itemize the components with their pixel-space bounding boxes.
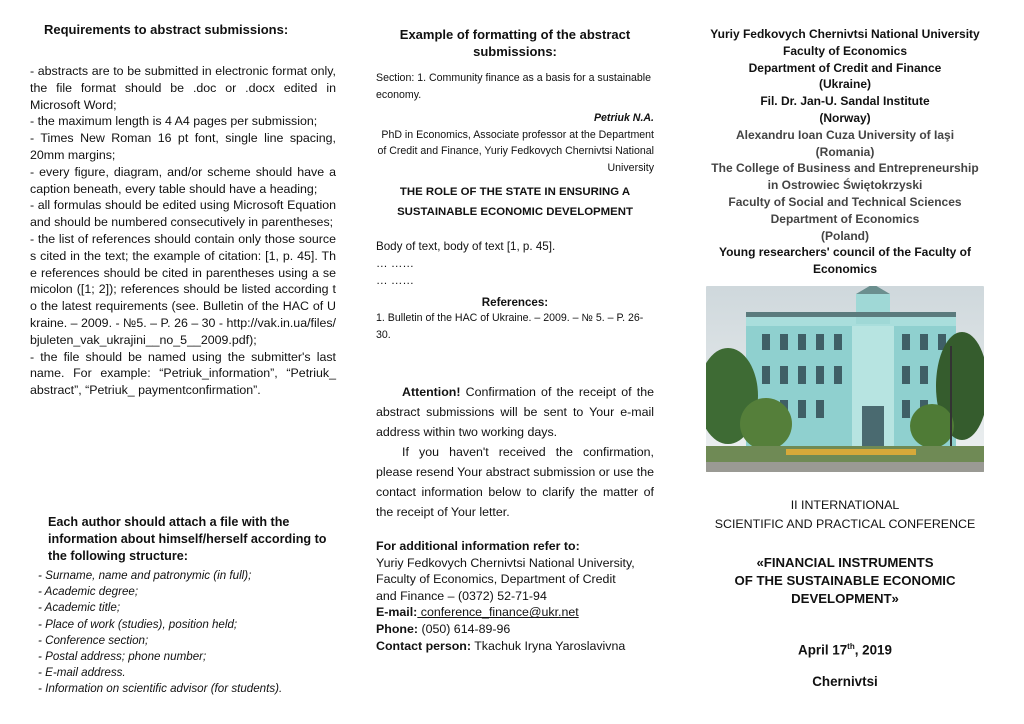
requirements-title: Requirements to abstract submissions:	[44, 22, 289, 37]
example-body	[376, 238, 654, 289]
attention-label: Attention!	[402, 385, 461, 399]
email-line	[376, 604, 656, 621]
contact-title: For additional information refer to:	[376, 539, 580, 553]
example-author-block	[376, 110, 654, 176]
institution-line: (Poland)	[821, 228, 869, 243]
person-line	[376, 638, 656, 655]
contact-block	[376, 538, 656, 654]
example-body-line: Body of text, body of text [1, p. 45].	[376, 240, 556, 253]
institution-line: Faculty of Economics	[782, 43, 908, 58]
institution-line: (Norway)	[819, 110, 871, 125]
conference-type	[700, 496, 990, 534]
date-prefix: April 17	[798, 642, 848, 658]
requirement-item: - the file should be named using the submitter's last name. For example: “Petriuk_information”, “Petriuk_ abstract”, “Petriuk_ paymentconfirmation”.	[30, 349, 336, 398]
institution-line: (Ukraine)	[818, 77, 871, 92]
structure-item: - Information on scientific advisor (for students).	[38, 681, 338, 697]
email-label: E-mail:	[376, 605, 418, 620]
contact-person-name: Tkachuk Iryna Yaroslavivna	[471, 638, 626, 653]
example-dots: … ……	[376, 274, 415, 287]
institutions-list	[700, 26, 990, 278]
example-dots: … ……	[376, 257, 415, 270]
requirement-item: - the maximum length is 4 A4 pages per submission;	[30, 114, 318, 129]
date-sup: th	[847, 642, 855, 651]
requirement-item: - all formulas should be edited using Microsoft Equation and should be numbered consecutively in parentheses;	[30, 198, 336, 230]
example-paper-title: THE ROLE OF THE STATE IN ENSURING A SUSTAINABLE ECONOMIC DEVELOPMENT	[397, 186, 633, 218]
author-info-title: Each author should attach a file with the information about himself/herself according to the following structure:	[48, 515, 327, 563]
requirement-item: - abstracts are to be submitted in electronic format only, the file format should be .doc or .docx edited in Microsoft Word;	[30, 64, 336, 112]
conference-name-line: OF THE SUSTAINABLE ECONOMIC	[734, 573, 956, 588]
email-link[interactable]: conference_finance@ukr.net	[417, 605, 579, 620]
structure-item: - Place of work (studies), position held;	[38, 617, 338, 633]
structure-item: - E-mail address.	[38, 665, 338, 681]
institution-line: Yuriy Fedkovych Chernivtsi National University	[710, 27, 980, 41]
phone-label: Phone:	[376, 621, 418, 636]
requirement-item: - Times New Roman 16 pt font, single line spacing, 20mm margins;	[30, 131, 336, 162]
conference-name-line: DEVELOPMENT»	[791, 591, 899, 606]
structure-item: - Academic degree;	[38, 584, 338, 600]
date-suffix: , 2019	[854, 642, 892, 658]
example-author-info: PhD in Economics, Associate professor at the Department of Credit and Finance, Yuriy Fedkovych Chernivtsi National University	[377, 128, 654, 174]
structure-item: - Surname, name and patronymic (in full);	[38, 568, 338, 584]
contact-line: and Finance – (0372) 52-71-94	[376, 588, 547, 603]
conference-name-line: «FINANCIAL INSTRUMENTS	[756, 555, 934, 570]
example-author-name: Petriuk N.A.	[593, 112, 654, 124]
contact-line: Yuriy Fedkovych Chernivtsi National University,	[376, 555, 635, 570]
reference-item: 1. Bulletin of the HAC of Ukraine. – 2009. – № 5. – P. 26-30.	[376, 312, 644, 341]
institution-line: in Ostrowiec Świętokrzyski	[767, 178, 923, 193]
example-column	[376, 0, 654, 724]
example-title: Example of formatting of the abstract submissions:	[399, 27, 631, 59]
institution-line: Department of Economics	[770, 211, 920, 226]
institution-line: Young researchers' council of the Faculty of	[718, 245, 972, 260]
contact-person-label: Contact person:	[376, 638, 471, 653]
structure-item: - Academic title;	[38, 600, 338, 616]
university-building-photo	[706, 286, 984, 472]
institution-line: (Romania)	[815, 144, 875, 159]
institution-line: Alexandru Ioan Cuza University of Iaşi	[735, 127, 955, 142]
conference-type-line: II INTERNATIONAL	[790, 498, 900, 512]
example-section-line: Section: 1. Community finance as a basis for a sustainable economy.	[376, 72, 651, 101]
phone-line	[376, 621, 656, 638]
institution-line: Faculty of Social and Technical Sciences	[728, 194, 962, 209]
attention-paragraph	[376, 382, 654, 442]
conference-name	[700, 554, 990, 608]
attention-paragraph-2: If you haven't received the confirmation, please resend Your abstract submission or use the contact information below to clarify the matter of the receipt of Your letter.	[376, 445, 654, 519]
author-structure-list	[38, 568, 338, 698]
references-title: References:	[481, 296, 549, 309]
institution-line: Fil. Dr. Jan-U. Sandal Institute	[760, 94, 930, 109]
requirement-item: - the list of references should contain only those sources cited in the text; the example of citation: [1, p. 45]. The references should be cited in parentheses using a semicolon ([1; 2]); references should be listed according to the latest requirements (see. Bulletin of the HAC of Ukraine. – 2009. - №5. – P. 26 – 30 - http://vak.in.ua/files/bjuleten_vak_ukrajini__no_5__2009.pdf);	[30, 231, 336, 347]
structure-item: - Conference section;	[38, 633, 338, 649]
conference-city: Chernivtsi	[812, 674, 878, 689]
conference-date	[700, 642, 990, 657]
conference-type-line: SCIENTIFIC AND PRACTICAL CONFERENCE	[714, 517, 976, 531]
contact-line: Faculty of Economics, Department of Credit	[376, 572, 616, 587]
structure-item: - Postal address; phone number;	[38, 649, 338, 665]
cover-column	[700, 0, 990, 724]
institution-line: Economics	[812, 262, 878, 277]
phone-number: (050) 614-89-96	[418, 621, 511, 636]
institution-line: The College of Business and Entrepreneurship	[711, 161, 979, 176]
requirements-column	[30, 0, 338, 724]
attention-text: Confirmation of the receipt of the abstract submissions will be sent to Your e-mail address within two working days.	[376, 385, 654, 439]
requirements-list	[30, 63, 336, 399]
requirement-item: - every figure, diagram, and/or scheme should have a caption beneath, every table should have a heading;	[30, 164, 336, 196]
institution-line: Department of Credit and Finance	[748, 60, 942, 75]
attention-block	[376, 382, 654, 522]
